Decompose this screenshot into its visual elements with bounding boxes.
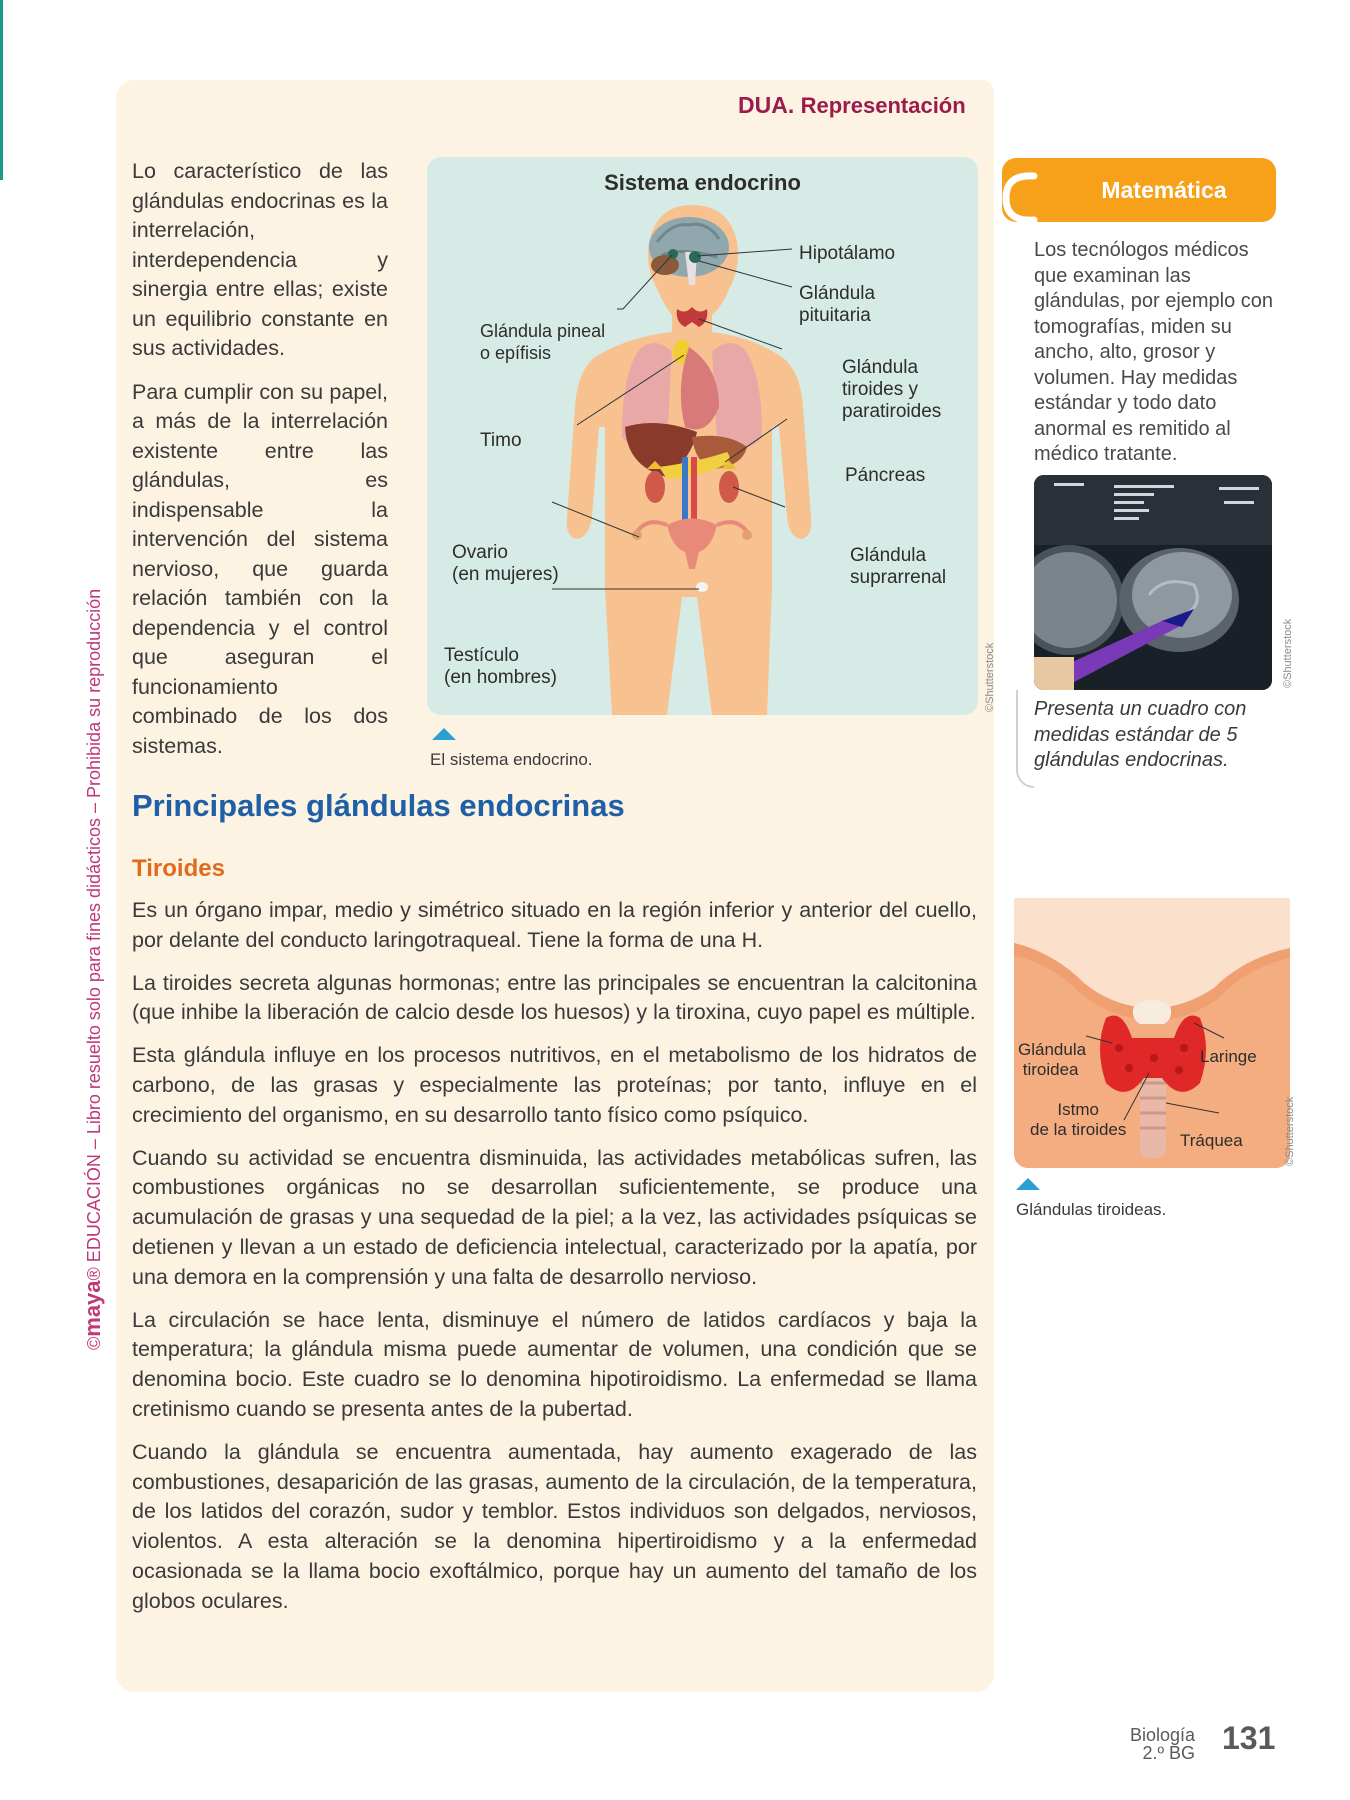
body-paragraph: La tiroides secreta algunas hormonas; entre las principales se encuentran la calcitonina (que inhibe la liberación de calcio desde los huesos) y la tiroxina, cuyo papel es múltiple. bbox=[132, 970, 977, 1025]
figure-credit: ©Shutterstock bbox=[984, 642, 996, 712]
label-timo: Timo bbox=[480, 430, 522, 451]
intro-paragraph-2: Para cumplir con su papel, a más de la interrelación existente entre las glándulas, es indispensable la intervención del sistema nervioso, que guarda relación también con la dependencia y el control que aseguran el funcionamiento combinado de los dos sistemas. bbox=[132, 379, 388, 758]
section-title: Principales glándulas endocrinas bbox=[132, 788, 625, 823]
callout-line bbox=[1016, 690, 1034, 788]
edge-stripe bbox=[0, 0, 3, 180]
body-paragraph: Es un órgano impar, medio y simétrico situado en la región inferior y anterior del cuello, por delante del conducto laringotraqueal. Tiene la forma de una H. bbox=[132, 898, 977, 952]
brand-name: maya bbox=[80, 1280, 105, 1337]
section-subtitle: Tiroides bbox=[132, 855, 225, 882]
matematica-task: Presenta un cuadro con medidas estándar de 5 glándulas endocrinas. bbox=[1034, 698, 1247, 771]
label-laringe: Laringe bbox=[1200, 1047, 1257, 1066]
body-paragraph: Cuando la glándula se encuentra aumentada, hay aumento exagerado de las combustiones, desaparición de las grasas, aumento de la circulación, de la temperatura, de los latidos del corazón, sudor y temblor. Estos individuos son delgados, nerviosos, violentos. A esta alteración se la denomina hipertiroidismo y a la enfermedad ocasionada se la llama bocio exoftálmico, porque hay un aumento del tamaño de los globos oculares. bbox=[132, 1439, 977, 1613]
intro-paragraph-1: Lo característico de las glándulas endocrinas es la interrelación, interdependencia y sinergia entre ellas; existe un equilibrio constante en sus actividades. bbox=[132, 159, 388, 360]
label-hipotalamo: Hipotálamo bbox=[799, 243, 896, 264]
label-pituitaria: Glándula pituitaria bbox=[799, 283, 876, 326]
matematica-text: Los tecnólogos médicos que examinan las glándulas, por ejemplo con tomografías, miden su ancho, alto, grosor y volumen. Hay medidas estándar y todo dato anormal es remitido al médico tratante. bbox=[1034, 239, 1274, 465]
copyright-banner: ©maya® EDUCACIÓN – Libro resuelto solo para fines didácticos – Prohibida su reproducción bbox=[80, 588, 105, 1350]
label-ovario: Ovario (en mujeres) bbox=[452, 542, 559, 585]
intro-text bbox=[132, 157, 388, 775]
label-suprarrenal: Glándula suprarrenal bbox=[850, 545, 947, 588]
label-tiroides: Glándula tiroides y paratiroides bbox=[842, 357, 942, 422]
dua-heading: DUA. Representación bbox=[738, 92, 966, 118]
matematica-title: Matemática bbox=[1101, 177, 1227, 203]
label-istmo: Istmo de la tiroides bbox=[1030, 1100, 1127, 1139]
section-body bbox=[132, 896, 977, 1630]
mri-image bbox=[1034, 475, 1272, 690]
label-pineal: Glándula pineal o epífisis bbox=[480, 321, 606, 363]
figure-caption: El sistema endocrino. bbox=[430, 750, 593, 769]
mri-credit: ©Shutterstock bbox=[1282, 618, 1294, 688]
figure-title: Sistema endocrino bbox=[604, 170, 801, 195]
banner-text: EDUCACIÓN – Libro resuelto solo para fines didácticos – Prohibida su reproducción bbox=[84, 588, 104, 1263]
thyroid-caption: Glándulas tiroideas. bbox=[1016, 1200, 1167, 1219]
label-testiculo: Testículo (en hombres) bbox=[444, 645, 557, 688]
footer-book: Biología 2.º BG bbox=[1130, 1725, 1196, 1763]
label-glandula-tiroidea: Glándula tiroidea bbox=[1018, 1040, 1087, 1079]
body-paragraph: La circulación se hace lenta, disminuye el número de latidos cardíacos y baja la temperatura; la glándula misma puede aumentar de volumen, una condición que se denomina bocio. Este cuadro se lo denomina hipotiroidismo. La enfermedad se llama cretinismo cuando se presenta antes de la pubertad. bbox=[132, 1307, 977, 1421]
caption-marker-icon bbox=[432, 728, 456, 740]
page-number: 131 bbox=[1222, 1720, 1276, 1756]
label-traquea: Tráquea bbox=[1180, 1131, 1243, 1150]
thyroid-credit: ©Shutterstock bbox=[1284, 1096, 1296, 1166]
label-pancreas: Páncreas bbox=[845, 465, 926, 486]
thyroid-caption-marker-icon bbox=[1016, 1178, 1040, 1190]
body-paragraph: Cuando su actividad se encuentra disminuida, las actividades metabólicas sufren, las combustiones orgánicas no se desarrollan suficientemente, se produce una acumulación de grasas y una sequedad de la piel; a la vez, las actividades psíquicas se detienen y llevan a un estado de deficiencia intelectual, caracterizado por la apatía, por una demora en la comprensión y una falta de desarrollo nervioso. bbox=[132, 1145, 977, 1289]
body-paragraph: Esta glándula influye en los procesos nutritivos, en el metabolismo de los hidratos de carbono, de las grasas y especialmente las proteínas; por tanto, influye en el crecimiento del organismo, en su desarrollo tanto físico como psíquico. bbox=[132, 1043, 977, 1127]
